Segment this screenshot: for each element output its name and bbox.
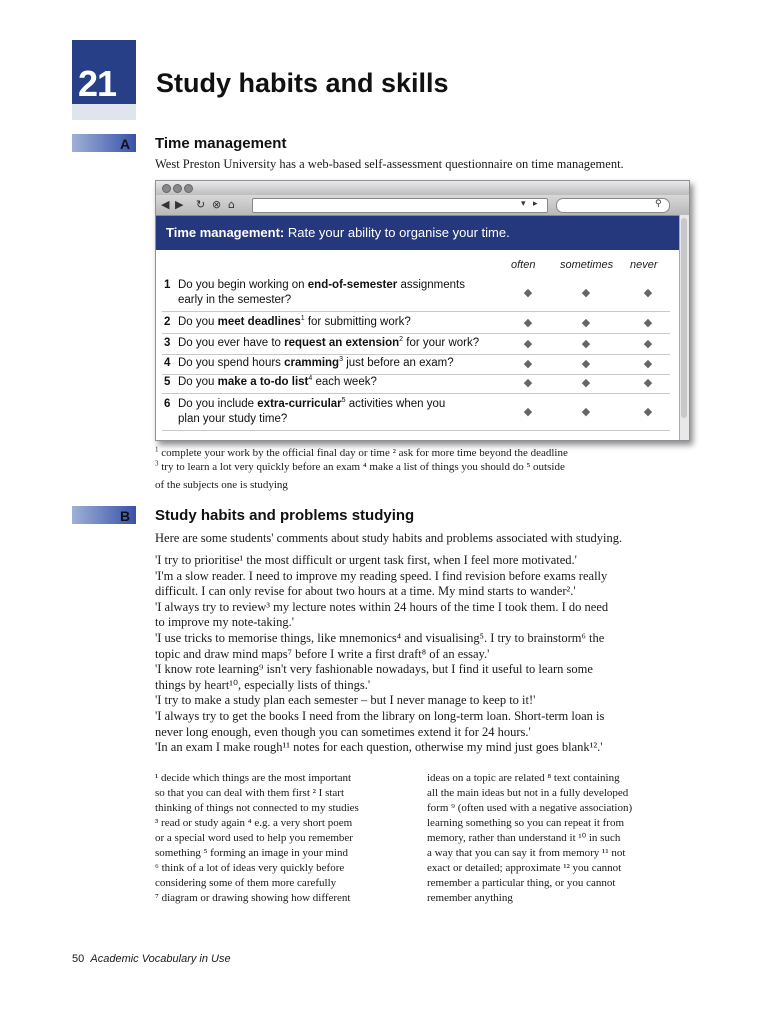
text-line: things by heart¹⁰, especially lists of things.' <box>155 677 371 692</box>
section-a-letter: A <box>120 136 131 152</box>
question-text: Do you include extra-curricular$^5$ activities when you plan your study time? <box>178 397 446 425</box>
text-line: or a special word used to help you remember <box>155 832 353 844</box>
close-window-icon[interactable] <box>162 184 171 193</box>
text-line: 'I always try to review³ my lecture notes within 24 hours of the time I took them. I do need <box>155 599 609 614</box>
radio-button-icon[interactable]: ◆ <box>581 375 591 389</box>
text-line: something ⁵ forming an image in your mind <box>155 847 348 859</box>
column-never: never <box>630 259 658 271</box>
text-line: considering some of them more carefully <box>155 877 337 889</box>
radio-button-icon[interactable]: ◆ <box>581 315 591 329</box>
browser-toolbar <box>156 195 689 216</box>
text-line: remember a particular thing, or you cannot <box>427 877 616 889</box>
row-divider <box>162 333 670 334</box>
text-line: all the main ideas but not in a fully developed <box>427 787 629 799</box>
search-icon[interactable]: ⚲ <box>655 199 662 209</box>
question-text: Do you ever have to request an extension$^2$ for your work? <box>178 336 480 349</box>
question-text: Do you meet deadlines$^1$ for submitting work? <box>178 315 411 328</box>
text-line: thinking of things not connected to my studies <box>155 802 359 814</box>
text-line: remember anything <box>427 892 513 904</box>
page-number: 50 <box>72 953 85 965</box>
text-line: topic and draw mind maps⁷ before I write a first draft⁸ of an essay.' <box>155 646 490 661</box>
zoom-window-icon[interactable] <box>184 184 193 193</box>
question-number: 3 <box>164 337 171 349</box>
question-number: 4 <box>164 357 171 369</box>
question-number: 2 <box>164 316 171 328</box>
radio-button-icon[interactable]: ◆ <box>523 286 533 299</box>
text-line: a way that you can say it from memory ¹¹ not <box>427 847 626 859</box>
footnote-a-line-2: $^3$ try to learn a lot very quickly before an exam ⁴ make a list of things you should do ⁵ outside <box>155 459 565 473</box>
scroll-thumb[interactable] <box>681 218 687 418</box>
question-text: Do you spend hours cramming$^3$ just before an exam? <box>178 356 454 369</box>
footnotes-b-right <box>427 772 689 907</box>
radio-button-icon[interactable]: ◆ <box>643 405 653 418</box>
radio-button-icon[interactable]: ◆ <box>523 375 533 389</box>
question-text: Do you make a to-do list$^4$ each week? <box>178 375 377 388</box>
reload-icon[interactable]: ↻ <box>196 198 206 211</box>
questionnaire-header-text: Time management: Rate your ability to organise your time. <box>166 225 510 240</box>
unit-strip <box>72 104 136 120</box>
text-line: 'I use tricks to memorise things, like mnemonics⁴ and visualising⁵. I try to brainstorm⁶ the <box>155 630 605 645</box>
footnote-a-line-1: $^1$ complete your work by the official final day or time ² ask for more time beyond the deadline <box>155 445 568 459</box>
page-title: Study habits and skills <box>156 68 449 98</box>
radio-button-icon[interactable]: ◆ <box>581 336 591 350</box>
text-line: 'I know rote learning⁹ isn't very fashionable nowadays, but I find it useful to learn some <box>155 662 593 677</box>
radio-button-icon[interactable]: ◆ <box>643 336 653 350</box>
radio-button-icon[interactable]: ◆ <box>581 405 591 418</box>
text-line: ⁶ think of a lot of ideas very quickly before <box>155 862 345 874</box>
stop-icon[interactable]: ⊗ <box>212 198 222 211</box>
row-divider <box>162 311 670 312</box>
text-line: so that you can deal with them first ² I start <box>155 787 345 799</box>
row-divider <box>162 430 670 431</box>
browser-titlebar <box>156 181 689 195</box>
radio-button-icon[interactable]: ◆ <box>643 375 653 389</box>
row-divider <box>162 354 670 355</box>
student-comments <box>155 553 695 756</box>
radio-button-icon[interactable]: ◆ <box>581 286 591 299</box>
page-footer <box>72 953 231 965</box>
text-line: 'I try to prioritise¹ the most difficult or urgent task first, when I feel more motivated.' <box>155 553 577 567</box>
unit-number: 21 <box>78 63 117 104</box>
text-line: exact or detailed; approximate ¹² you cannot <box>427 862 622 874</box>
text-line: form ⁹ (often used with a negative association) <box>427 802 633 814</box>
radio-button-icon[interactable]: ◆ <box>523 315 533 329</box>
row-divider <box>162 393 670 394</box>
text-line: memory, rather than understand it ¹⁰ in such <box>427 832 621 844</box>
book-title: Academic Vocabulary in Use <box>90 953 231 965</box>
text-line: 'I try to make a study plan each semester – but I never manage to keep to it!' <box>155 693 536 708</box>
question-number: 5 <box>164 376 171 388</box>
text-line: never long enough, even though you can sometimes extend it for 24 hours.' <box>155 724 531 739</box>
radio-button-icon[interactable]: ◆ <box>523 336 533 350</box>
text-line: ⁷ diagram or drawing showing how different <box>155 892 351 904</box>
text-line: learning something so you can repeat it from <box>427 817 625 829</box>
text-line: 'I'm a slow reader. I need to improve my reading speed. I find revision before exams really <box>155 568 608 583</box>
text-line: to improve my note-taking.' <box>155 615 295 630</box>
address-dropdown-icon[interactable]: ▾ <box>521 199 526 209</box>
address-bar[interactable] <box>252 198 548 213</box>
radio-button-icon[interactable]: ◆ <box>643 286 653 299</box>
question-number: 6 <box>164 398 171 410</box>
text-line: 'I always try to get the books I need from the library on long-term loan. Short-term loan is <box>155 708 605 723</box>
footnote-a-line-3: of the subjects one is studying <box>155 479 288 491</box>
section-b-intro: Here are some students' comments about study habits and problems associated with studying. <box>155 531 623 545</box>
minimize-window-icon[interactable] <box>173 184 182 193</box>
radio-button-icon[interactable]: ◆ <box>643 315 653 329</box>
text-line: ¹ decide which things are the most important <box>155 772 352 784</box>
text-line: 'In an exam I make rough¹¹ notes for each question, otherwise my mind just goes blank¹².' <box>155 740 603 755</box>
home-icon[interactable]: ⌂ <box>228 198 235 211</box>
section-a-intro: West Preston University has a web-based self-assessment questionnaire on time management. <box>155 157 624 171</box>
radio-button-icon[interactable]: ◆ <box>523 356 533 370</box>
scrollbar[interactable] <box>679 215 689 440</box>
browser-window <box>155 180 690 441</box>
back-arrow-icon[interactable]: ◀ <box>161 198 170 211</box>
column-sometimes: sometimes <box>560 259 614 271</box>
section-b-heading: Study habits and problems studying <box>155 507 415 524</box>
radio-button-icon[interactable]: ◆ <box>643 356 653 370</box>
text-line: ³ read or study again ⁴ e.g. a very short poem <box>155 817 353 829</box>
forward-arrow-icon[interactable]: ▶ <box>175 198 184 211</box>
radio-button-icon[interactable]: ◆ <box>523 405 533 418</box>
question-text: Do you begin working on end-of-semester assignments early in the semester? <box>178 279 466 306</box>
section-a-heading: Time management <box>155 135 287 152</box>
search-input[interactable] <box>556 198 670 213</box>
column-often: often <box>511 259 536 271</box>
footnotes-b-left <box>155 772 417 907</box>
text-line: difficult. I can only revise for about two hours at a time. My mind starts to wander².' <box>155 584 576 599</box>
text-line: ideas on a topic are related ⁸ text containing <box>427 772 620 784</box>
go-arrow-icon[interactable]: ▸ <box>533 199 538 209</box>
question-number: 1 <box>164 279 171 291</box>
radio-button-icon[interactable]: ◆ <box>581 356 591 370</box>
section-b-letter: B <box>120 508 131 524</box>
